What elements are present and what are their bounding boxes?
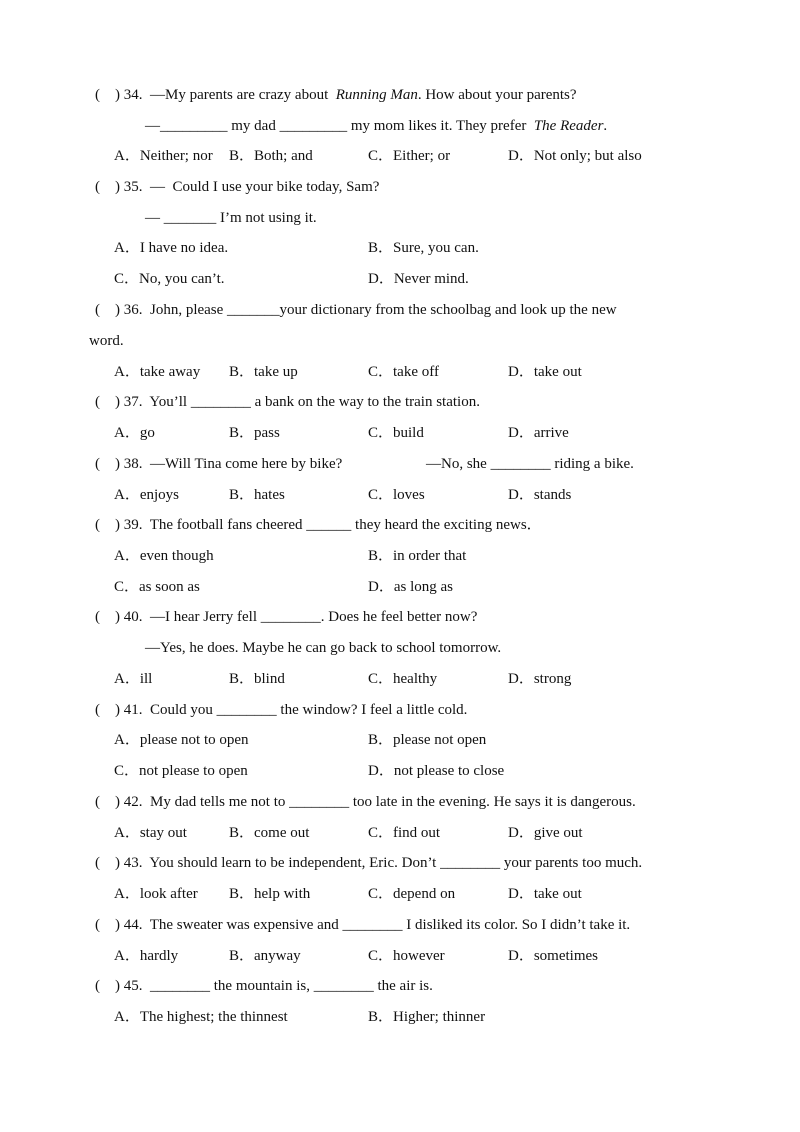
question-43-option-d: D．take out <box>508 886 582 902</box>
question-38-option-c: C．loves <box>368 487 425 503</box>
question-38-option-b: B．hates <box>229 487 285 503</box>
question-36-stem: ( ) 36. John, please _______your dictionary from the schoolbag and look up the new <box>95 302 617 318</box>
question-44-option-c: C．however <box>368 948 445 964</box>
question-39-option-b: B．in order that <box>368 548 467 564</box>
question-40-option-c: C．healthy <box>368 671 438 687</box>
question-45-option-a: A．The highest; the thinnest <box>114 1009 288 1025</box>
question-44-option-a: A．hardly <box>114 948 179 964</box>
question-41-option-d: D．not please to close <box>368 763 505 779</box>
question-44-option-b: B．anyway <box>229 948 301 964</box>
question-42-option-d: D．give out <box>508 825 583 841</box>
question-40-stem: ( ) 40. —I hear Jerry fell ________. Does he feel better now? <box>95 609 478 625</box>
question-40-reply: —Yes, he does. Maybe he can go back to school tomorrow. <box>145 640 502 656</box>
question-37-option-b: B．pass <box>229 425 280 441</box>
question-37-stem: ( ) 37. You’ll ________ a bank on the way to the train station. <box>95 394 480 410</box>
question-35-stem: ( ) 35. — Could I use your bike today, Sam? <box>95 179 380 195</box>
question-39-option-c: C．as soon as <box>114 579 200 595</box>
question-44-option-d: D．sometimes <box>508 948 598 964</box>
question-35-option-b: B．Sure, you can. <box>368 240 479 256</box>
question-36-option-a: A．take away <box>114 364 201 380</box>
question-45-option-b: B．Higher; thinner <box>368 1009 486 1025</box>
question-41-option-c: C．not please to open <box>114 763 248 779</box>
question-40-option-a: A．ill <box>114 671 153 687</box>
question-38-option-d: D．stands <box>508 487 572 503</box>
question-45-stem: ( ) 45. ________ the mountain is, ________ the air is. <box>95 978 433 994</box>
question-37-option-c: C．build <box>368 425 424 441</box>
question-41-option-a: A．please not to open <box>114 732 249 748</box>
question-43-option-a: A．look after <box>114 886 198 902</box>
question-38-option-a: A．enjoys <box>114 487 179 503</box>
question-37-option-a: A．go <box>114 425 155 441</box>
question-42-option-c: C．find out <box>368 825 441 841</box>
question-35-reply: — _______ I’m not using it. <box>145 210 317 226</box>
question-38-reply: —No, she ________ riding a bike. <box>426 456 634 472</box>
question-35-option-a: A．I have no idea. <box>114 240 229 256</box>
question-43-option-b: B．help with <box>229 886 311 902</box>
question-44-stem: ( ) 44. The sweater was expensive and ________ I disliked its color. So I didn’t take it. <box>95 917 631 933</box>
title-the-reader: The Reader <box>533 118 604 134</box>
question-35-option-d: D．Never mind. <box>368 271 469 287</box>
question-37-option-d: D．arrive <box>508 425 569 441</box>
question-36-option-d: D．take out <box>508 364 582 380</box>
question-34-stem: ( ) 34. —My parents are crazy about Running Man. How about your parents? <box>95 87 577 103</box>
question-41-option-b: B．please not open <box>368 732 487 748</box>
question-36-stem-continued: word. <box>89 333 124 349</box>
question-36-option-c: C．take off <box>368 364 439 380</box>
question-34-option-c: C．Either; or <box>368 148 451 164</box>
question-40-option-d: D．strong <box>508 671 572 687</box>
question-39-option-d: D．as long as <box>368 579 453 595</box>
question-36-option-b: B．take up <box>229 364 298 380</box>
question-39-stem: ( ) 39. The football fans cheered ______ they heard the exciting news． <box>95 517 542 533</box>
question-34-option-b: B．Both; and <box>229 148 313 164</box>
question-42-option-a: A．stay out <box>114 825 187 841</box>
question-43-option-c: C．depend on <box>368 886 456 902</box>
question-39-option-a: A．even though <box>114 548 214 564</box>
question-42-option-b: B．come out <box>229 825 310 841</box>
question-41-stem: ( ) 41. Could you ________ the window? I feel a little cold. <box>95 702 468 718</box>
question-42-stem: ( ) 42. My dad tells me not to ________ too late in the evening. He says it is dangerous. <box>95 794 636 810</box>
question-38-stem: ( ) 38. —Will Tina come here by bike? <box>95 456 343 472</box>
question-40-option-b: B．blind <box>229 671 285 687</box>
title-running-man: Running Man <box>335 87 418 103</box>
question-43-stem: ( ) 43. You should learn to be independent, Eric. Don’t ________ your parents too much. <box>95 855 643 871</box>
question-34-option-d: D．Not only; but also <box>508 148 642 164</box>
question-34-reply: —_________ my dad _________ my mom likes it. They prefer The Reader. <box>145 118 608 134</box>
question-35-option-c: C．No, you can’t. <box>114 271 225 287</box>
question-34-option-a: A．Neither; nor <box>114 148 213 164</box>
